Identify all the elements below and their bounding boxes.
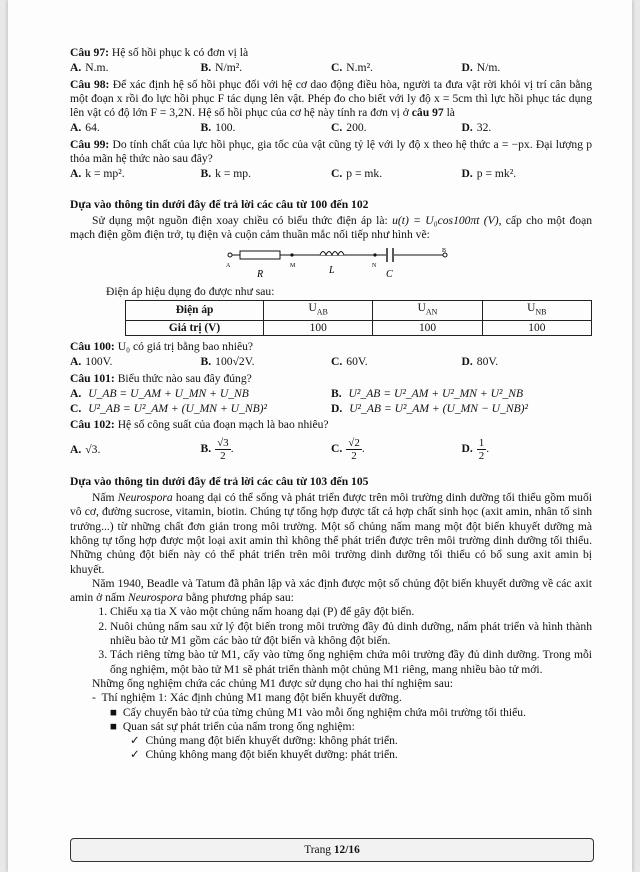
node-m: M [290,262,296,269]
list-item: ✓ Chủng không mang đột biến khuyết dưỡng: phát triển. [130,748,398,762]
node-b: B [442,247,447,254]
option-b: B. $\frac{√3}{2}$ . [200,437,234,463]
list-item: 3. Tách riêng từng bào tử M1, cấy vào từng ống nghiệm chứa môi trường đầy đủ dinh dưỡng. Trong mỗi ống nghiệm, một bào tử M1 sẽ phát triển thành một chủng M1 riêng, mang nhiều bào tử mới. [110,648,592,677]
section-intro: Sử dụng một nguồn điện xoay chiều có biểu thức điện áp là: u(t) = U₀cos100πt (V), cấp cho một đoạn mạch điện gồm điện trở, tụ điện và cuộn cảm thuần mắc nối tiếp như hình vẽ: [70,213,593,242]
node-a: A [226,262,231,269]
option-c: C. 200. [331,121,367,135]
page-number: 12/16 [333,844,360,856]
options-100 [70,355,592,369]
voltage-formula: u(t) = U₀cos100πt (V) [392,213,499,227]
option-a: A. √3. [70,442,101,456]
option-c: C. $\frac{√2}{2}$ . [331,437,365,463]
option-c: C. p = mk. [331,167,383,181]
paragraph-3: Những ống nghiệm chứa các chủng M1 được sử dụng cho hai thí nghiệm sau: [92,676,453,690]
table-header: $U_{NB}$ [482,301,591,321]
option-c: C. N.m². [331,61,373,75]
circuit-diagram [220,247,460,279]
table-cell: 100 [264,320,373,335]
section-heading-103-105: Dựa vào thông tin dưới đây để trả lời các câu từ 103 đến 105 [70,474,369,488]
section-heading-100-102: Dựa vào thông tin dưới đây để trả lời các câu từ 100 đến 102 [70,197,369,211]
option-a: A. 100V. [70,355,113,369]
node-n: N [372,262,377,269]
question-98: Câu 98: Để xác định hệ số hồi phục đối với hệ cơ dao động điều hòa, người ta đưa vật rời khỏi vị trí cân bằng một đoạn x rồi đo lực hồi phục F tác dụng lên vật. Phép đo cho biết với ly độ x = 5cm thì lực hồi phục tác dụng lên vật có độ lớn F = 3,2N. Hệ số hồi phục của cơ hệ này tính ra đơn vị ở câu 97 là [70,77,592,120]
option-b: B. U²_AB = U²_AM + U²_MN + U²_NB [331,386,524,400]
document-page [8,0,632,872]
option-a: A. N.m. [70,61,109,75]
option-d: D. 32. [461,121,492,135]
options-102 [70,433,592,467]
option-d: D. p = mk². [461,167,517,181]
option-d: D. N/m. [461,61,501,75]
table-cell: Giá trị (V) [126,320,264,335]
resistor-symbol [240,251,280,259]
option-d: D. 80V. [461,355,499,369]
option-a: A. 64. [70,121,100,135]
table-header: Điện áp [126,301,264,321]
inductor-symbol [320,251,344,255]
question-99: Câu 99: Do tính chất của lực hồi phục, gia tốc của vật cũng tỷ lệ với ly độ x theo hệ thức a = −px. Đại lượng p thỏa mãn hệ thức nào sau đây? [70,137,592,166]
paragraph-1: Nấm Neurospora hoang dại có thể sống và phát triển được trên môi trường dinh dưỡng tối thiểu gồm muối vô cơ, đường sucrose, vitamin, biotin. Chúng tự tổng hợp được tất cả hợp chất sinh học (axit amin, nhân tố sinh trưởng...) từ những chất đơn giản trong môi trường. Một số chủng nấm mang một đột biến khuyết dưỡng mà không tự tổng hợp được một loại axit amin thì không thể phát triển được trên môi trường dinh dưỡng tối thiểu. Những chủng đột biến này có thể phát triển trên môi trường dinh dưỡng tối thiểu có bổ sung axit amin bị khuyết. [70,491,592,576]
list-item: ✓ Chủng mang đột biến khuyết dưỡng: không phát triển. [130,734,398,748]
options-98 [70,121,592,135]
table-header-row [126,301,592,321]
option-d: D. U²_AB = U²_AM + (U_MN − U_NB)² [331,402,528,416]
option-a: A. U_AB = U_AM + U_MN + U_NB [70,386,249,400]
list-item: ■ Quan sát sự phát triển của nấm trong ống nghiệm: [110,719,355,733]
method-steps [70,605,592,676]
option-b: B. N/m². [200,61,243,75]
table-row [126,320,592,335]
page-content [70,46,592,763]
table-header: $U_{AB}$ [264,301,373,321]
option-b: B. 100. [200,121,236,135]
option-b: B. 100√2V. [200,355,255,369]
table-header: $U_{AN}$ [373,301,482,321]
options-101-row1 [70,387,592,401]
option-b: B. k = mp. [200,167,251,181]
check-icon: ✓ [130,734,140,748]
experiment-1: - Thí nghiệm 1: Xác định chủng M1 mang đột biến khuyết dưỡng. [92,691,402,705]
label-l: L [329,264,335,276]
question-label: Câu 97: [70,46,109,59]
option-a: A. k = mp². [70,167,125,181]
list-item: 1. Chiếu xạ tia X vào một chủng nấm hoang dại (P) để gây đột biến. [110,605,592,619]
option-c: C. U²_AB = U²_AM + (U_MN + U_NB)² [70,402,267,416]
list-item: 2. Nuôi chủng nấm sau xử lý đột biến trong môi trường đầy đủ dinh dưỡng, nấm phát triển và hình thành nhiều bào tử M1 gồm các bào tử đột biến và không đột biến. [110,620,592,649]
options-99 [70,167,592,181]
paragraph-2: Năm 1940, Beadle và Tatum đã phân lập và xác định được một số chủng đột biến khuyết dưỡng về các axit amin ở nấm Neurospora bằng phương pháp sau: [70,576,592,605]
table-cell: 100 [373,320,482,335]
page-footer: Trang 12/16 [70,838,594,862]
question-101: Câu 101: Biểu thức nào sau đây đúng? [70,371,252,385]
voltage-table [125,300,592,336]
option-d: D. $\frac{1}{2}$ . [461,437,490,463]
question-text: Hệ số hồi phục k có đơn vị là [111,46,249,59]
table-caption: Điện áp hiệu dụng đo được như sau: [106,284,275,298]
question-100: Câu 100: U₀ có giá trị bằng bao nhiêu? [70,340,254,354]
label-c: C [386,268,393,279]
check-icon: ✓ [130,748,140,762]
options-101-row2 [70,402,592,416]
options-97 [70,61,592,75]
option-c: C. 60V. [331,355,368,369]
list-item: ■ Cấy chuyển bào tử của từng chủng M1 vào mỗi ống nghiệm chứa môi trường tối thiểu. [110,705,526,719]
question-97 [70,46,592,60]
label-r: R [257,268,264,279]
question-102: Câu 102: Hệ số công suất của đoạn mạch là bao nhiêu? [70,417,329,431]
table-cell: 100 [482,320,591,335]
